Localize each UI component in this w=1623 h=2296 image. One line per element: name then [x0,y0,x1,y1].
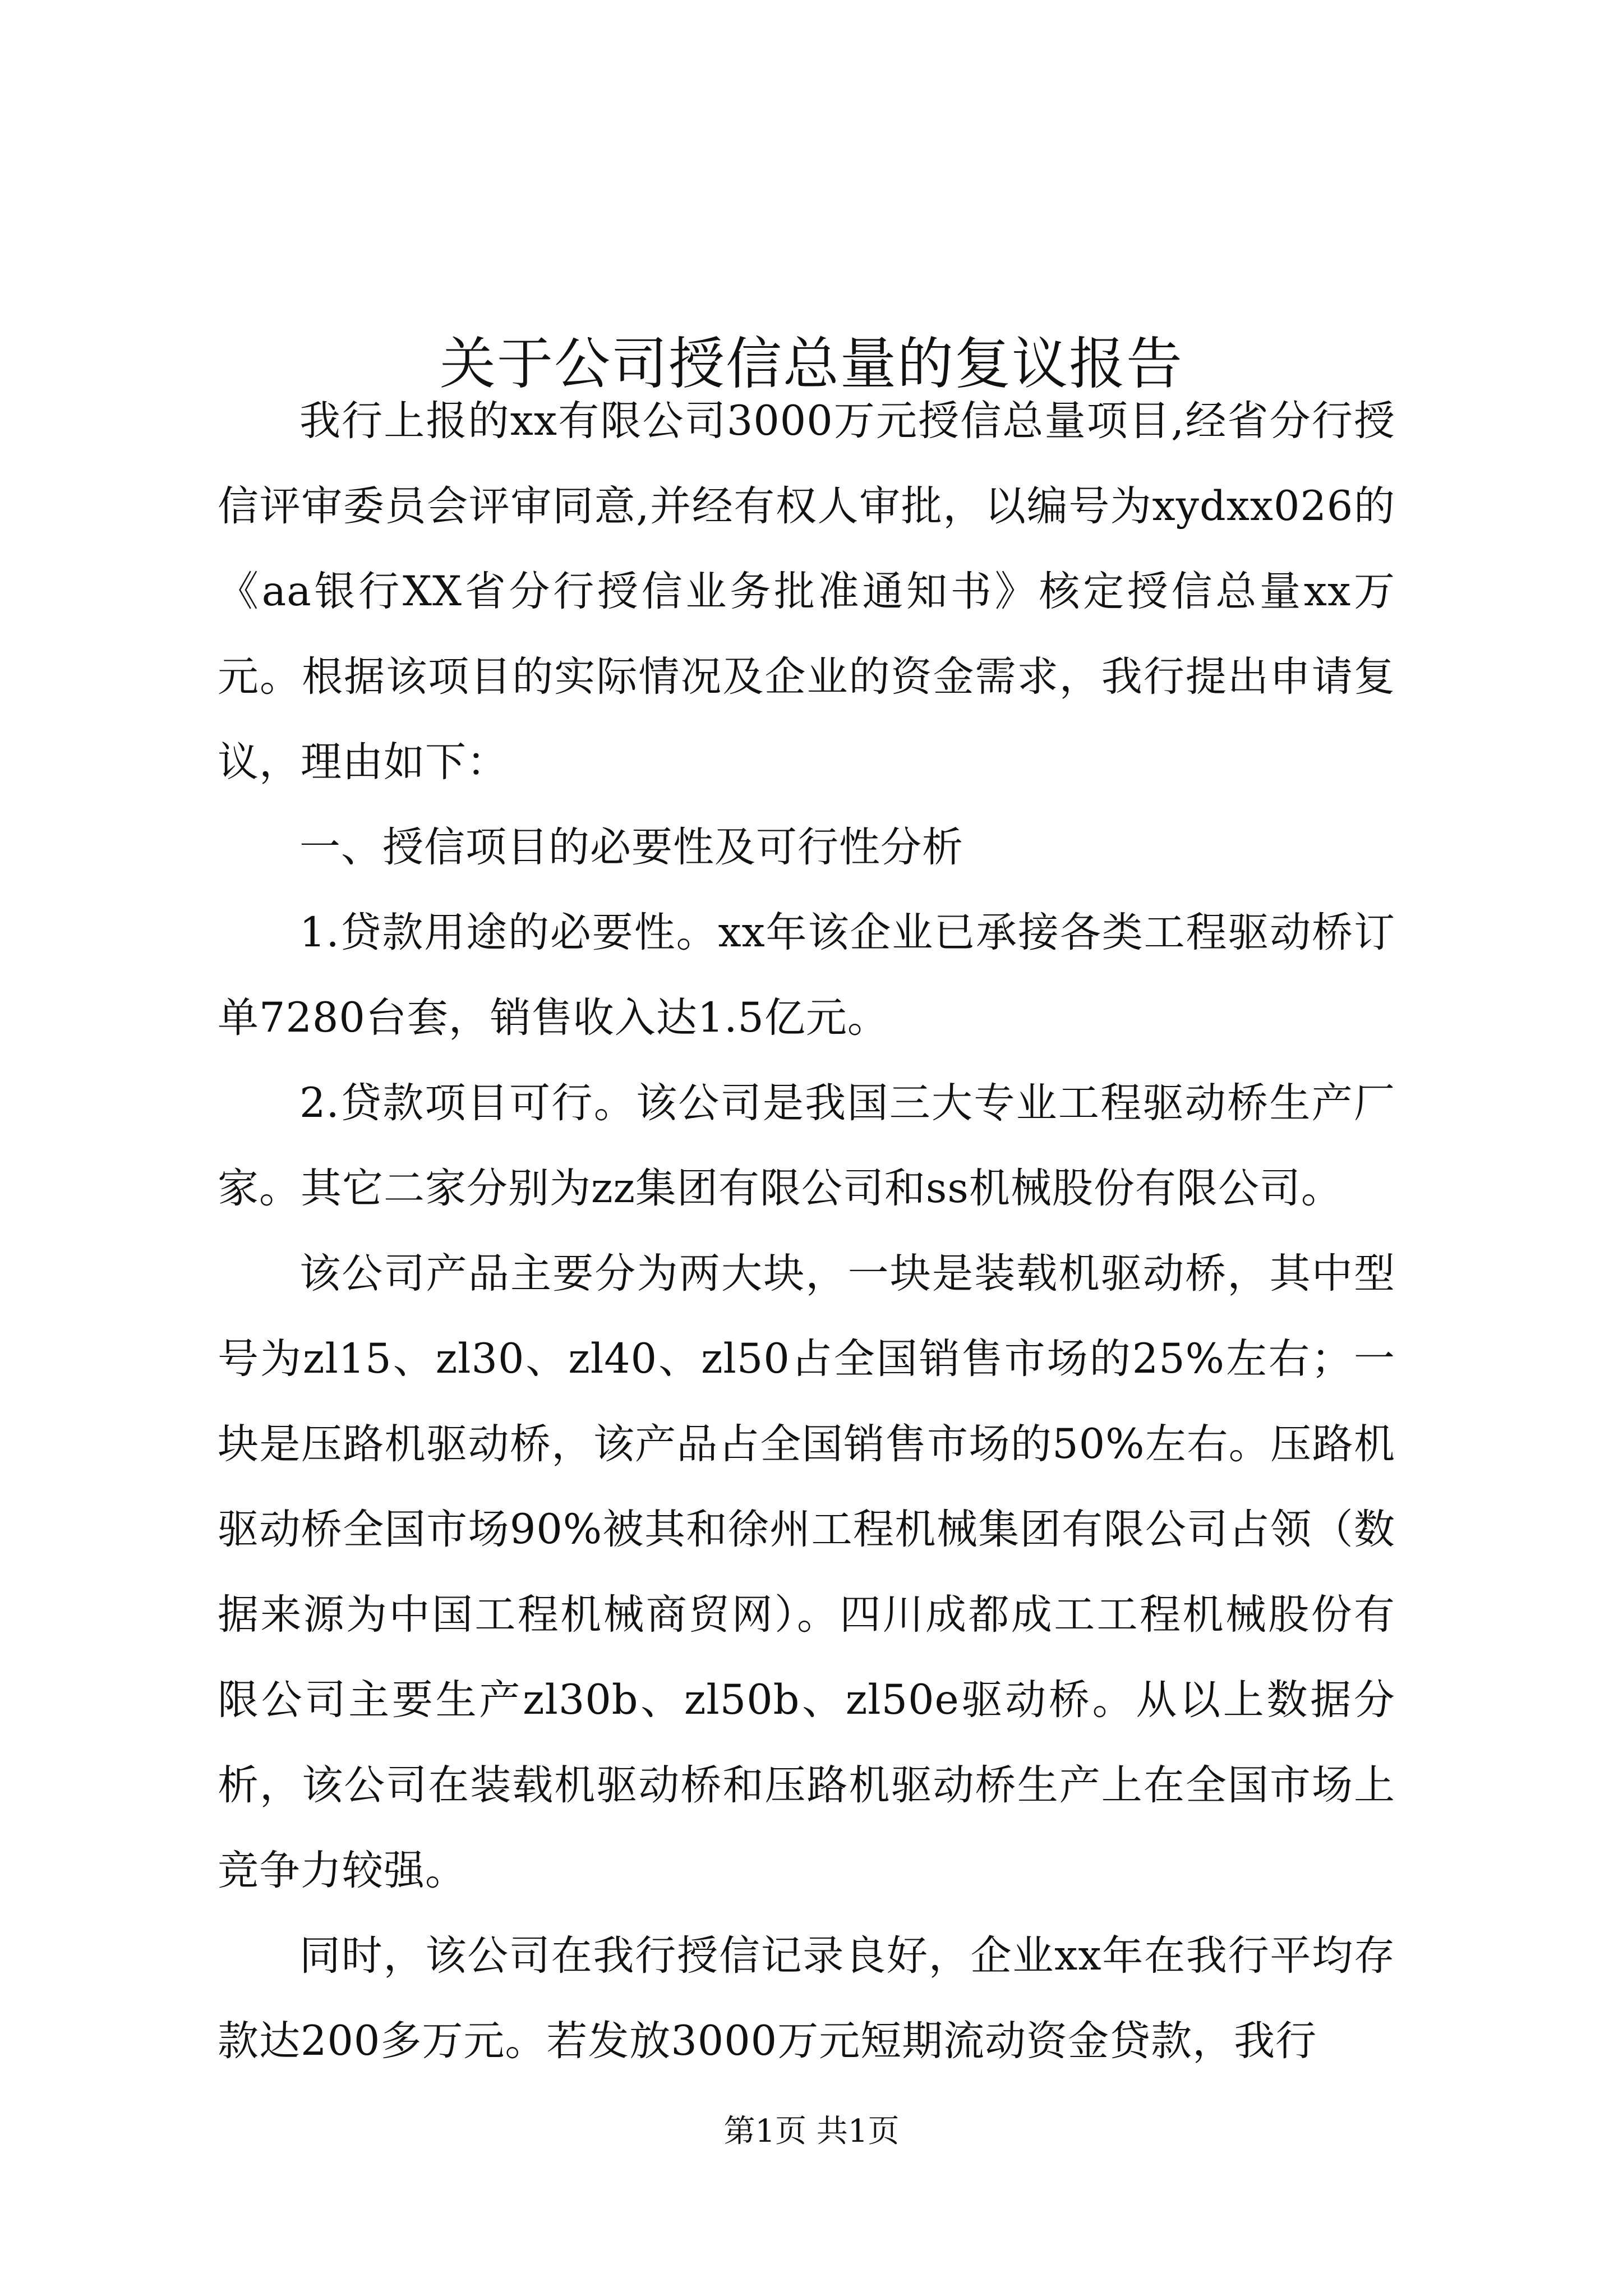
document-body [218,379,1395,2084]
paragraph-loan-feasibility: 2.贷款项目可行。该公司是我国三大专业工程驱动桥生产厂家。其它二家分别为zz集团有限公司和ss机械股份有限公司。 [218,1079,1395,1212]
page-number-footer: 第1页 共1页 [723,2113,900,2150]
paragraph-intro: 我行上报的xx有限公司3000万元授信总量项目,经省分行授信评审委员会评审同意,并经有权人审批，以编号为xydxx026的《aa银行XX省分行授信业务批准通知书》核定授信总量xx万元。根据该项目的实际情况及企业的资金需求，我行提出申请复议，理由如下： [218,397,1395,786]
paragraph-loan-necessity: 1.贷款用途的必要性。xx年该企业已承接各类工程驱动桥订单7280台套，销售收入达1.5亿元。 [218,909,1395,1042]
section-heading-analysis: 一、授信项目的必要性及可行性分析 [299,823,963,871]
document-title: 关于公司授信总量的复议报告 [440,331,1183,397]
paragraph-credit-record: 同时，该公司在我行授信记录良好，企业xx年在我行平均存款达200多万元。若发放3000万元短期流动资金贷款，我行 [218,1932,1395,2065]
paragraph-products: 该公司产品主要分为两大块，一块是装载机驱动桥，其中型号为zl15、zl30、zl40、zl50占全国销售市场的25%左右；一块是压路机驱动桥，该产品占全国销售市场的50%左右。压路机驱动桥全国市场90%被其和徐州工程机械集团有限公司占领（数据来源为中国工程机械商贸网）。四川成都成工工程机械股份有限公司主要生产zl30b、zl50b、zl50e驱动桥。从以上数据分析，该公司在装载机驱动桥和压路机驱动桥生产上在全国市场上竞争力较强。 [218,1250,1395,1894]
